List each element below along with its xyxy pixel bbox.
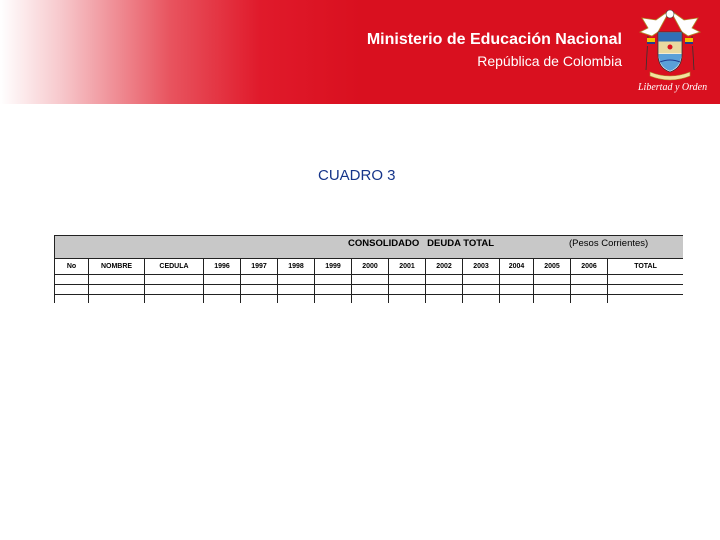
table-cell (89, 295, 145, 304)
table-cell (204, 275, 241, 285)
table-cell (315, 295, 352, 304)
column-header: 2005 (534, 259, 571, 275)
column-header: 2003 (463, 259, 500, 275)
column-header: 1999 (315, 259, 352, 275)
table-cell (426, 275, 463, 285)
column-header: 1996 (204, 259, 241, 275)
debt-consolidation-table (54, 235, 683, 303)
column-header: 2001 (389, 259, 426, 275)
table-cell (89, 285, 145, 295)
table-cell (463, 295, 500, 304)
table-cell (463, 285, 500, 295)
table-cell (389, 285, 426, 295)
table-cell (534, 285, 571, 295)
column-header: CEDULA (145, 259, 204, 275)
table-cell (204, 295, 241, 304)
table-cell (571, 275, 608, 285)
table-cell (534, 295, 571, 304)
table-cell (204, 285, 241, 295)
table-row (55, 285, 684, 295)
table-title: CONSOLIDADO DEUDA TOTAL (348, 238, 495, 249)
table-cell (534, 275, 571, 285)
table-cell (278, 275, 315, 285)
table-cell (608, 275, 684, 285)
table-cell (389, 295, 426, 304)
table-title-row (55, 236, 684, 259)
ministry-subtitle: República de Colombia (477, 53, 622, 69)
table-cell (500, 275, 534, 285)
ministry-title: Ministerio de Educación Nacional (366, 31, 622, 48)
table-cell (352, 285, 389, 295)
table-cell (89, 275, 145, 285)
table-unit-note: (Pesos Corrientes) (569, 238, 649, 249)
table-row (55, 275, 684, 285)
column-header: 2004 (500, 259, 534, 275)
debt-table-container (54, 235, 683, 303)
column-header: TOTAL (608, 259, 684, 275)
column-header: No (55, 259, 89, 275)
table-row (55, 295, 684, 304)
table-cell (500, 285, 534, 295)
table-cell (241, 275, 278, 285)
table-header-row (55, 259, 684, 275)
table-cell (463, 275, 500, 285)
motto-text: Libertad y Orden (638, 82, 708, 93)
table-cell (55, 285, 89, 295)
table-cell (55, 295, 89, 304)
table-cell (389, 275, 426, 285)
table-cell (55, 275, 89, 285)
table-cell (426, 285, 463, 295)
column-header: 2002 (426, 259, 463, 275)
table-cell (500, 295, 534, 304)
column-header: 1998 (278, 259, 315, 275)
table-cell (608, 285, 684, 295)
table-cell (278, 295, 315, 304)
column-header: 1997 (241, 259, 278, 275)
column-header: 2006 (571, 259, 608, 275)
table-cell (571, 295, 608, 304)
table-cell (241, 285, 278, 295)
table-cell (608, 295, 684, 304)
table-cell (145, 285, 204, 295)
table-cell (278, 285, 315, 295)
column-header: 2000 (352, 259, 389, 275)
section-title: CUADRO 3 (318, 167, 396, 184)
table-cell (352, 275, 389, 285)
table-cell (315, 275, 352, 285)
table-cell (145, 275, 204, 285)
table-cell (571, 285, 608, 295)
table-cell (241, 295, 278, 304)
table-cell (145, 295, 204, 304)
table-cell (315, 285, 352, 295)
table-cell (426, 295, 463, 304)
ministry-header-banner (0, 0, 720, 104)
column-header: NOMBRE (89, 259, 145, 275)
table-cell (352, 295, 389, 304)
coat-of-arms-icon (636, 6, 704, 84)
